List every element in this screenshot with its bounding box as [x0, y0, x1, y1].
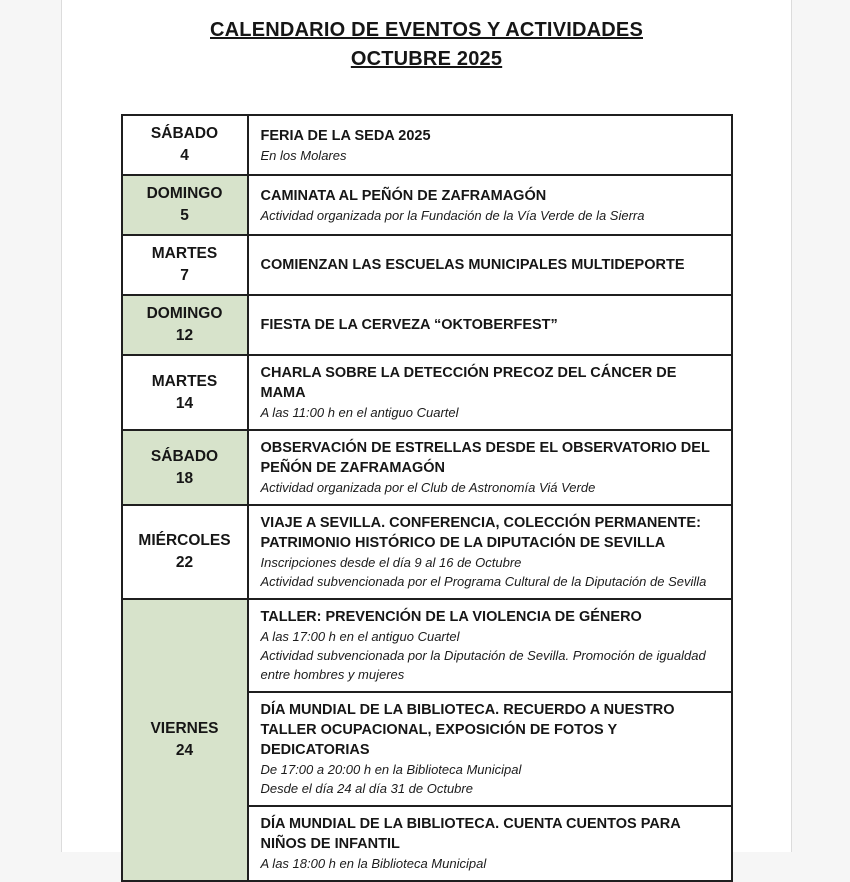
day-name: MIÉRCOLES [138, 532, 231, 549]
day-number: 4 [180, 147, 189, 164]
day-cell [122, 295, 248, 355]
event-detail: A las 17:00 h en el antiguo Cuartel [260, 629, 460, 644]
event-detail: A las 11:00 h en el antiguo Cuartel [260, 405, 459, 420]
event-detail: En los Molares [260, 147, 347, 163]
event-cell [248, 235, 732, 295]
event-cell [248, 175, 732, 235]
table-row [122, 295, 732, 355]
day-cell [122, 505, 248, 599]
table-row [122, 505, 732, 599]
event-title: FIESTA DE LA CERVEZA “OKTOBERFEST” [260, 317, 558, 333]
day-name: SÁBADO [150, 125, 219, 142]
event-title: VIAJE A SEVILLA. CONFERENCIA, COLECCIÓN PERMANENTE: PATRIMONIO HISTÓRICO DE LA DIPUTACIÓN DE SEVILLA [260, 515, 701, 551]
day-number: 12 [175, 327, 194, 344]
day-name: DOMINGO [146, 305, 223, 322]
event-title: FERIA DE LA SEDA 2025 [260, 127, 431, 144]
page-title-line2: OCTUBRE 2025 [350, 48, 503, 70]
event-detail: Actividad organizada por la Fundación de la Vía Verde de la Sierra [260, 207, 645, 223]
day-number: 7 [180, 267, 189, 284]
day-cell [122, 175, 248, 235]
event-cell [248, 599, 732, 692]
day-number: 5 [180, 207, 189, 224]
table-row [122, 599, 732, 692]
day-number: 22 [175, 554, 194, 571]
day-name: DOMINGO [146, 185, 223, 202]
event-cell [248, 430, 732, 505]
document-page [61, 0, 792, 871]
table-row [122, 175, 732, 235]
event-title: DÍA MUNDIAL DE LA BIBLIOTECA. RECUERDO A NUESTRO TALLER OCUPACIONAL, EXPOSICIÓN DE FOTOS Y DEDICATORIAS [260, 702, 675, 758]
day-name: MARTES [151, 245, 218, 262]
event-detail: Inscripciones desde el día 9 al 16 de Octubre [260, 555, 522, 570]
day-cell [122, 355, 248, 430]
event-cell [248, 505, 732, 599]
table-row [122, 430, 732, 505]
table-row [122, 115, 732, 175]
event-cell [248, 115, 732, 175]
day-cell [122, 599, 248, 881]
event-title: CAMINATA AL PEÑÓN DE ZAFRAMAGÓN [260, 187, 547, 204]
table-row [122, 235, 732, 295]
events-table [121, 114, 733, 882]
table-row [122, 355, 732, 430]
event-cell [248, 806, 732, 881]
page-title-line1: CALENDARIO DE EVENTOS Y ACTIVIDADES [210, 19, 643, 41]
day-name: SÁBADO [150, 447, 219, 465]
event-detail: Actividad subvencionada por el Programa Cultural de la Diputación de Sevilla [260, 574, 707, 589]
event-detail: Desde el día 24 al día 31 de Octubre [260, 781, 473, 796]
day-number: 24 [175, 742, 194, 759]
event-title: OBSERVACIÓN DE ESTRELLAS DESDE EL OBSERVATORIO DEL PEÑÓN DE ZAFRAMAGÓN [260, 440, 710, 476]
day-name: MARTES [151, 372, 218, 390]
event-detail: Actividad subvencionada por la Diputación de Sevilla. Promoción de igualdad entre hombres y mujeres [260, 648, 706, 682]
event-detail: Actividad organizada por el Club de Astronomía Viá Verde [260, 480, 596, 495]
day-cell [122, 235, 248, 295]
day-name: VIERNES [150, 720, 219, 737]
event-title: CHARLA SOBRE LA DETECCIÓN PRECOZ DEL CÁNCER DE MAMA [260, 365, 677, 401]
event-title: COMIENZAN LAS ESCUELAS MUNICIPALES MULTIDEPORTE [260, 257, 685, 273]
page-title [62, 16, 791, 74]
event-title: DÍA MUNDIAL DE LA BIBLIOTECA. CUENTA CUENTOS PARA NIÑOS DE INFANTIL [260, 816, 681, 852]
event-detail: De 17:00 a 20:00 h en la Biblioteca Municipal [260, 762, 522, 777]
event-detail: A las 18:00 h en la Biblioteca Municipal [260, 856, 487, 871]
event-title: TALLER: PREVENCIÓN DE LA VIOLENCIA DE GÉNERO [260, 609, 642, 625]
day-number: 18 [175, 469, 194, 487]
event-cell [248, 692, 732, 806]
day-number: 14 [175, 394, 194, 412]
day-cell [122, 430, 248, 505]
day-cell [122, 115, 248, 175]
event-cell [248, 295, 732, 355]
event-cell [248, 355, 732, 430]
